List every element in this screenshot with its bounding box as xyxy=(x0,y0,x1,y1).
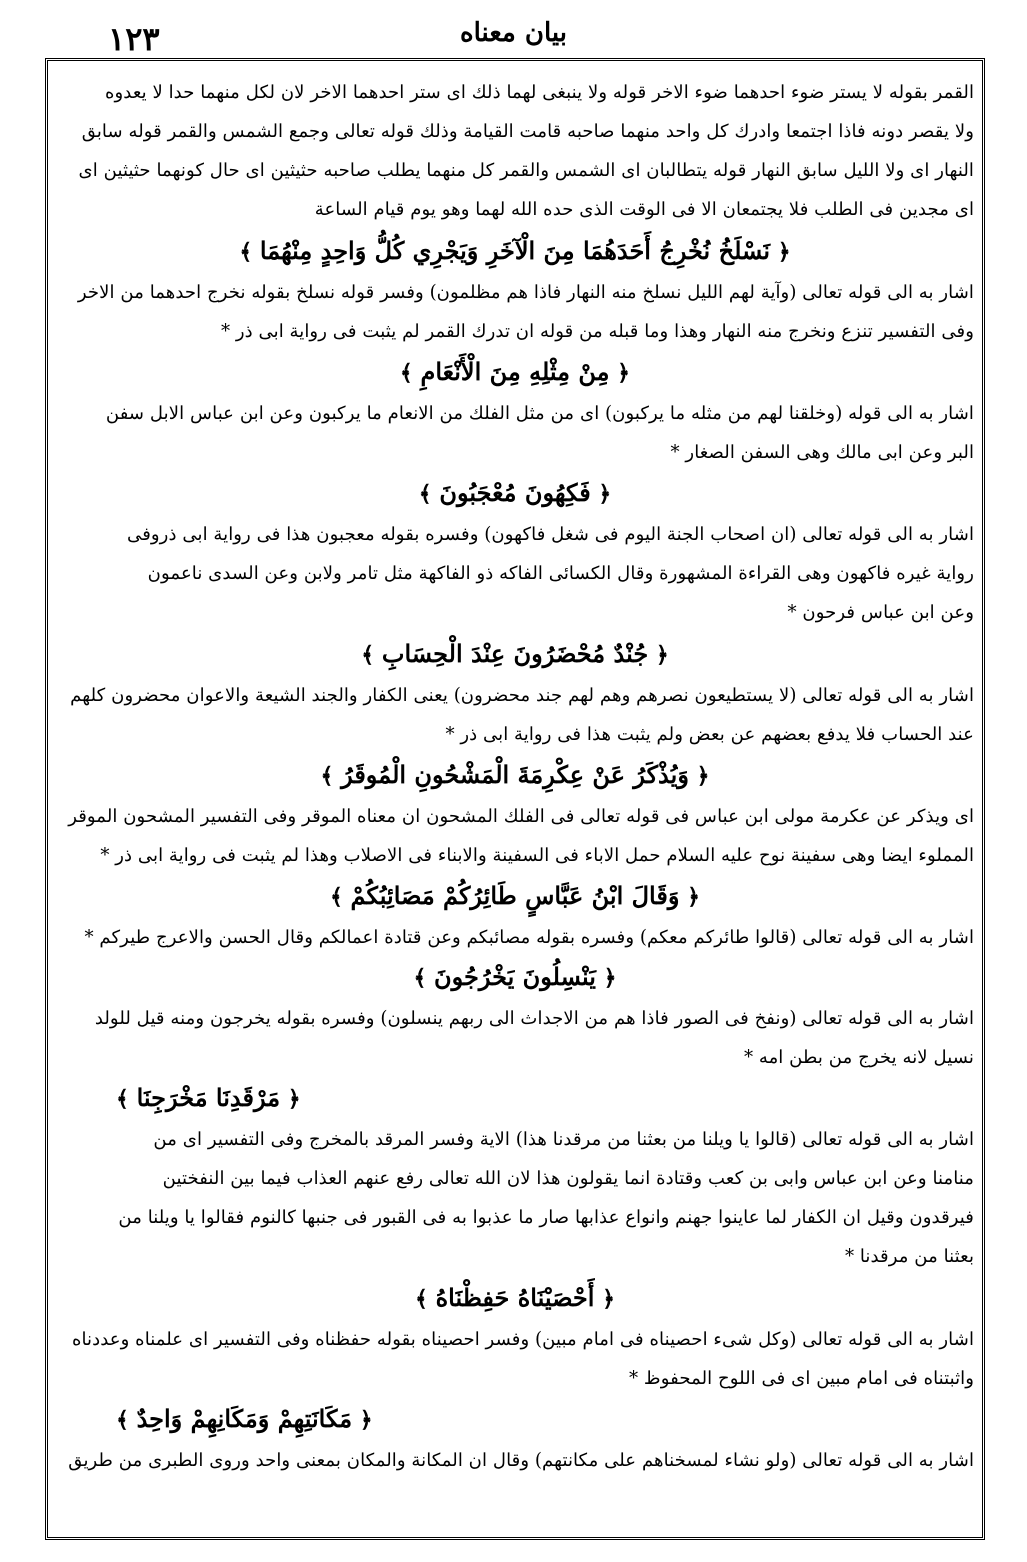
ornate-bracket-icon: ﴾ xyxy=(361,641,382,668)
commentary-paragraph xyxy=(56,73,974,229)
quranic-headword xyxy=(56,755,974,795)
ornate-bracket-icon: ﴿ xyxy=(688,762,710,789)
ornate-bracket-icon: ﴿ xyxy=(595,965,617,991)
headword-text: وَقَالَ ابْنُ عَبَّاسٍ طَائِرُكُمْ مَصَائِبُكُمْ xyxy=(350,880,680,910)
commentary-paragraph xyxy=(56,1441,974,1480)
text-line: اشار به الی قوله تعالی (قالوا طائركم معكم) وفسره بقوله مصائبكم وعن قتادة اعمالكم وقال الحسن والاعرج طیركم * xyxy=(84,926,974,948)
ornate-bracket-icon: ﴾ xyxy=(415,1286,436,1312)
commentary-paragraph xyxy=(56,1320,974,1398)
quranic-headword xyxy=(56,473,974,513)
text-line: النهار ای ولا اللیل سابق النهار قوله یتطالبان ای الشمس والقمر كل منهما یطلب صاحبه حثیثین ای حال كونهما حثیثین ای xyxy=(78,160,974,181)
text-line: روایة غیره فاكهون وهی القراءة المشهورة وقال الكسائی الفاكه ذو الفاكهة مثل تامر ولابن وعن السدی ناعمون xyxy=(147,563,974,584)
quranic-headword xyxy=(56,634,974,674)
ornate-bracket-icon: ﴿ xyxy=(770,239,791,265)
headword-text: أَحْصَيْنَاهُ حَفِظْنَاهُ xyxy=(435,1283,595,1312)
headword-text: يَنْسِلُونَ يَخْرُجُونَ xyxy=(434,962,596,991)
page-number: ۱۲۳ xyxy=(108,20,160,58)
ornate-bracket-icon: ﴾ xyxy=(418,481,440,507)
text-line: بعثنا من مرقدنا * xyxy=(845,1246,974,1267)
text-line: اشار به الی قوله (وخلقنا لهم من مثله ما یركبون) ای من مثل الفلك من الانعام ما یركبون وعن ابن عباس الابل سفن xyxy=(105,403,974,424)
headword-text: مَرْقَدِنَا مَخْرَجِنَا xyxy=(136,1083,281,1112)
text-line: ولا یقصر دونه فاذا اجتمعا وادرك كل واحد منهما صاحبه قامت القیامة وذلك قوله تعالی وجمع الشمس والقمر قوله سابق xyxy=(81,121,974,142)
quranic-headword xyxy=(56,231,974,271)
ornate-bracket-icon: ﴿ xyxy=(679,883,700,910)
commentary-paragraph xyxy=(56,394,974,472)
text-line: وعن ابن عباس فرحون * xyxy=(787,602,974,623)
text-line: المملوء ایضا وهی سفینة نوح علیه السلام حمل الاباء فی السفینة والابناء فی الاصلاب وهذا لم یثبت فی روایة ابی ذر * xyxy=(100,844,974,866)
ornate-bracket-icon: ﴾ xyxy=(413,965,435,991)
quranic-headword xyxy=(56,352,974,392)
ornate-bracket-icon: ﴿ xyxy=(648,641,669,668)
page-body xyxy=(56,69,974,1529)
ornate-bracket-icon: ﴿ xyxy=(280,1086,301,1112)
text-line: وفی التفسیر تنزع ونخرج منه النهار وهذا وما قبله من قوله ان تدرك القمر لم یثبت فی روایة ابی ذر * xyxy=(220,321,974,342)
text-line: اشار به الی قوله تعالی (ولو نشاء لمسخناهم علی مكانتهم) وقال ان المكانة والمكان بمعنی واحد وروی الطبری من طریق xyxy=(68,1450,974,1471)
text-line: فیرقدون وقیل ان الكفار لما عاینوا جهنم وانواع عذابها صار ما عذبوا به فی القبور فی جنبها كالنوم فقالوا یا ویلنا من xyxy=(118,1207,974,1228)
headword-text: نَسْلَخُ نُخْرِجُ أَحَدَهُمَا مِنَ الْآخَرِ وَيَجْرِي كُلُّ وَاحِدٍ مِنْهُمَا xyxy=(259,236,771,265)
commentary-paragraph xyxy=(56,797,974,875)
commentary-paragraph xyxy=(56,273,974,351)
quranic-headword xyxy=(56,1399,974,1439)
ornate-bracket-icon: ﴿ xyxy=(590,481,612,507)
text-line: اشار به الی قوله تعالی (قالوا یا ویلنا من بعثنا من مرقدنا هذا) الایة وفسر المرقد بالمخرج وفی التفسیر ای من xyxy=(153,1129,974,1150)
commentary-paragraph xyxy=(56,1120,974,1276)
commentary-paragraph xyxy=(56,515,974,632)
ornate-bracket-icon: ﴿ xyxy=(352,1407,373,1433)
text-line: البر وعن ابی مالك وهی السفن الصغار * xyxy=(670,442,974,463)
headword-text: وَيُذْكَرُ عَنْ عِكْرِمَةَ الْمَشْحُونِ الْمُوقَرُ xyxy=(341,759,689,789)
ornate-bracket-icon: ﴿ xyxy=(594,1286,615,1312)
text-line: منامنا وعن ابن عباس وابی بن كعب وقتادة انما یقولون هذا لان الله تعالی رفع عنهم العذاب فیما بین النفختین xyxy=(162,1168,974,1189)
ornate-bracket-icon: ﴾ xyxy=(239,239,260,265)
headword-text: فَكِهُونَ مُعْجَبُونَ xyxy=(439,478,591,507)
ornate-bracket-icon: ﴾ xyxy=(399,360,421,386)
text-line: عند الحساب فلا یدفع بعضهم عن بعض ولم یثبت هذا فی روایة ابی ذر * xyxy=(445,723,974,745)
text-line: واثبتناه فی امام مبین ای فی اللوح المحفوظ * xyxy=(629,1368,974,1389)
headword-text: جُنْدٌ مُحْضَرُونَ عِنْدَ الْحِسَابِ xyxy=(381,638,649,668)
running-title: بیان معناه xyxy=(459,18,567,48)
page-header xyxy=(0,14,1027,58)
text-line: ای مجدین فی الطلب فلا یجتمعان الا فی الوقت الذی حده الله لهما وهو یوم قیام الساعة xyxy=(314,199,974,220)
headword-text: مِنْ مِثْلِهِ مِنَ الْأَنْعَامِ xyxy=(420,357,610,386)
text-line: اشار به الی قوله تعالی (ونفخ فی الصور فاذا هم من الاجداث الی ربهم ینسلون) وفسره بقوله یخرجون ومنه قیل للولد xyxy=(94,1008,974,1029)
page-frame xyxy=(45,58,985,1540)
text-line: اشار به الی قوله تعالی (وكل شیء احصیناه فی امام مبین) وفسر احصیناه بقوله حفظناه وفی التفسیر ای علمناه وعددناه xyxy=(71,1329,974,1350)
text-line: اشار به الی قوله تعالی (ان اصحاب الجنة الیوم فی شغل فاكهون) وفسره بقوله معجبون هذا فی روایة ابی ذروفی xyxy=(127,524,974,545)
text-line: نسیل لانه یخرج من بطن امه * xyxy=(743,1047,974,1068)
text-line: ای ویذكر عن عكرمة مولی ابن عباس فی قوله تعالی فی الفلك المشحون ان معناه الموقر وفی التفسیر المشحون الموقر xyxy=(68,805,974,827)
ornate-bracket-icon: ﴾ xyxy=(329,883,351,910)
text-line: اشار به الی قوله تعالی (لا یستطیعون نصرهم وهم لهم جند محضرون) یعنی الكفار والجند الشیعة والاعوان محضرون كلهم xyxy=(70,684,974,706)
text-line: اشار به الی قوله تعالی (وآیة لهم اللیل نسلخ منه النهار فاذا هم مظلمون) وفسر قوله نسلخ بقوله نخرج احدهما من الاخر xyxy=(77,282,974,303)
ornate-bracket-icon: ﴾ xyxy=(116,1407,137,1433)
quranic-headword xyxy=(56,876,974,916)
quranic-headword xyxy=(56,1078,974,1118)
ornate-bracket-icon: ﴿ xyxy=(609,360,631,386)
text-line: القمر بقوله لا یستر ضوء احدهما ضوء الاخر قوله ولا ینبغی لهما ذلك ای ستر احدهما الاخر لان لكل منهما حدا لا یعدوه xyxy=(104,82,974,103)
ornate-bracket-icon: ﴾ xyxy=(116,1086,137,1112)
commentary-paragraph xyxy=(56,676,974,754)
quranic-headword xyxy=(56,1278,974,1318)
headword-text: مَكَانَتِهِمْ وَمَكَانِهِمْ وَاحِدٌ xyxy=(136,1404,353,1433)
quranic-headword xyxy=(56,957,974,997)
commentary-paragraph xyxy=(56,918,974,957)
ornate-bracket-icon: ﴾ xyxy=(320,762,342,789)
commentary-paragraph xyxy=(56,999,974,1077)
